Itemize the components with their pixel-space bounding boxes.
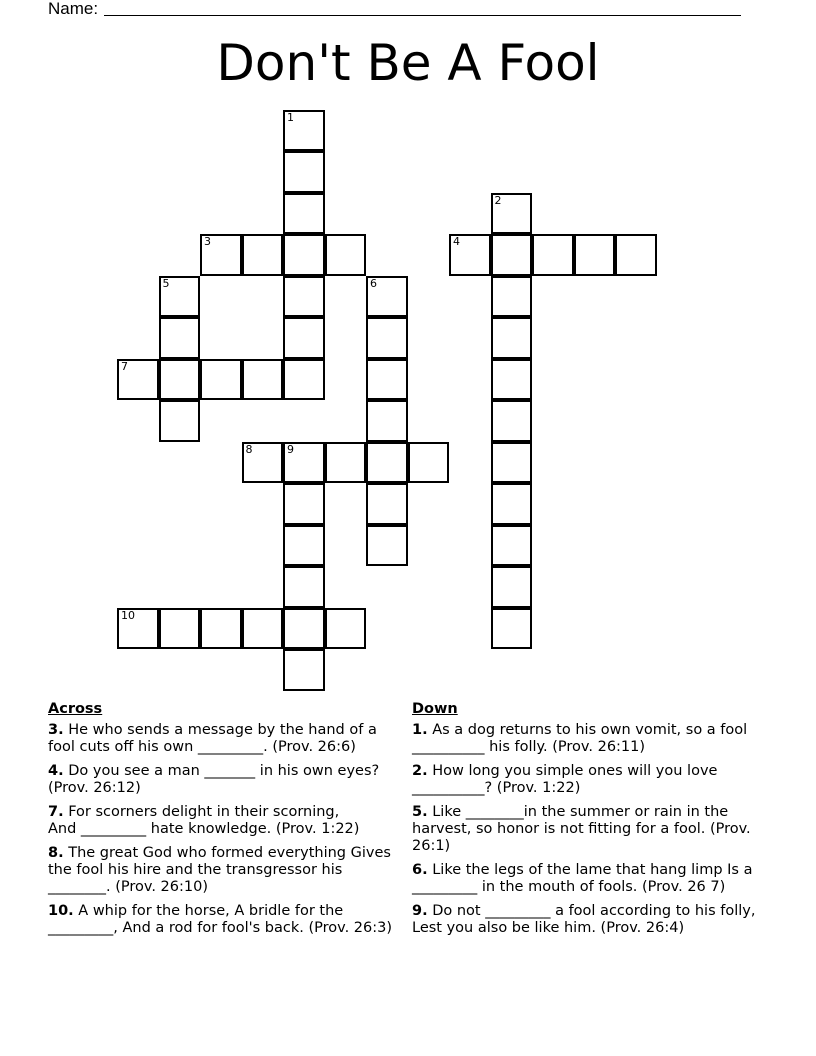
clue-text: Like ________in the summer or rain in the harvest, so honor is not fitting for a fool. (Prov. 26:1): [412, 804, 751, 854]
clue-number: 10.: [48, 903, 74, 919]
page-title: Don't Be A Fool: [216, 34, 600, 92]
grid-cell[interactable]: [283, 608, 325, 650]
across-clue-list: [48, 722, 398, 937]
grid-cell[interactable]: [200, 359, 242, 401]
grid-cell[interactable]: [159, 400, 201, 442]
clue-number: 1.: [412, 722, 428, 738]
grid-cell[interactable]: [283, 110, 325, 152]
grid-cell[interactable]: [283, 649, 325, 691]
grid-cell[interactable]: [283, 276, 325, 318]
across-heading: Across: [48, 701, 103, 717]
down-clue: [412, 763, 762, 797]
clue-number: 3: [204, 235, 211, 248]
grid-cell[interactable]: [325, 234, 367, 276]
clue-number: 7: [121, 359, 128, 373]
grid-cell[interactable]: [159, 276, 201, 318]
clue-number: 9: [287, 442, 294, 456]
grid-cell[interactable]: [283, 525, 325, 567]
clue-text: Do not _________ a fool according to his folly, Lest you also be like him. (Prov. 26:4): [412, 903, 756, 936]
across-clue: [48, 722, 398, 756]
grid-cell[interactable]: [283, 151, 325, 193]
clue-text: For scorners delight in their scorning, And _________ hate knowledge. (Prov. 1:22): [48, 804, 360, 837]
grid-cell[interactable]: [200, 608, 242, 650]
grid-cell[interactable]: [366, 483, 408, 525]
clue-number: 3.: [48, 722, 64, 738]
grid-cell[interactable]: [117, 608, 159, 650]
grid-cell[interactable]: [283, 566, 325, 608]
grid-cell[interactable]: [117, 359, 159, 401]
clue-number: 2.: [412, 763, 428, 779]
grid-cell[interactable]: [325, 608, 367, 650]
grid-cell[interactable]: [283, 483, 325, 525]
grid-cell[interactable]: [283, 442, 325, 484]
across-clue: [48, 845, 398, 896]
down-clue: [412, 804, 762, 855]
down-clue-list: [412, 722, 762, 937]
clue-number: 2: [494, 193, 502, 207]
grid-cell[interactable]: [532, 234, 574, 276]
grid-cell[interactable]: [242, 442, 284, 484]
grid-cell[interactable]: [242, 234, 284, 276]
grid-cell[interactable]: [574, 234, 616, 276]
grid-cell[interactable]: [159, 359, 201, 401]
grid-cell[interactable]: [366, 276, 408, 318]
grid-cell[interactable]: [283, 317, 325, 359]
name-label: Name:: [48, 0, 99, 18]
grid-cell[interactable]: [491, 483, 533, 525]
clue-number: 6: [370, 276, 377, 290]
grid-cell[interactable]: [491, 566, 533, 608]
grid-cell[interactable]: [242, 359, 284, 401]
grid-cell[interactable]: [325, 442, 367, 484]
grid-cell[interactable]: [159, 608, 201, 650]
grid-cell[interactable]: [491, 193, 533, 235]
down-heading: Down: [412, 701, 458, 717]
grid-cell[interactable]: [283, 193, 325, 235]
grid-cell[interactable]: [366, 317, 408, 359]
grid-cell[interactable]: [283, 359, 325, 401]
across-clue: [48, 804, 398, 838]
grid-cell[interactable]: [491, 442, 533, 484]
grid-cell[interactable]: [159, 317, 201, 359]
clue-text: Like the legs of the lame that hang limp Is a _________ in the mouth of fools. (Prov. 26 7): [412, 862, 753, 895]
across-clue: [48, 903, 398, 937]
grid-cell[interactable]: [491, 359, 533, 401]
clue-text: He who sends a message by the hand of a fool cuts off his own _________. (Prov. 26:6): [48, 722, 377, 755]
grid-cell[interactable]: [242, 608, 284, 650]
grid-cell[interactable]: [491, 317, 533, 359]
clue-text: A whip for the horse, A bridle for the _________, And a rod for fool's back. (Prov. 26:3): [48, 903, 393, 936]
clue-number: 1: [287, 110, 294, 124]
clue-text: As a dog returns to his own vomit, so a fool __________ his folly. (Prov. 26:11): [412, 722, 748, 755]
clue-text: Do you see a man _______ in his own eyes? (Prov. 26:12): [48, 763, 380, 796]
across-clue: [48, 763, 398, 797]
clue-number: 8.: [48, 845, 64, 861]
down-clues: [412, 701, 762, 944]
clue-number: 9.: [412, 903, 428, 919]
grid-cell[interactable]: [366, 400, 408, 442]
clue-number: 6.: [412, 862, 428, 878]
clue-number: 7.: [48, 804, 64, 820]
clue-number: 4.: [48, 763, 64, 779]
grid-cell[interactable]: [283, 234, 325, 276]
clue-number: 5.: [412, 804, 428, 820]
clue-number: 10: [121, 608, 135, 622]
clue-text: The great God who formed everything Gives the fool his hire and the transgressor his ________. (Prov. 26:10): [48, 845, 391, 895]
grid-cell[interactable]: [491, 608, 533, 650]
clue-number: 5: [162, 276, 170, 290]
grid-cell[interactable]: [491, 276, 533, 318]
across-clues: [48, 701, 398, 944]
clue-text: How long you simple ones will you love __________? (Prov. 1:22): [412, 763, 718, 796]
grid-cell[interactable]: [491, 234, 533, 276]
down-clue: [412, 862, 762, 896]
clue-number: 4: [453, 235, 460, 248]
grid-cell[interactable]: [615, 234, 657, 276]
grid-cell[interactable]: [491, 400, 533, 442]
down-clue: [412, 722, 762, 756]
grid-cell[interactable]: [366, 359, 408, 401]
grid-cell[interactable]: [491, 525, 533, 567]
grid-cell[interactable]: [449, 234, 491, 276]
grid-cell[interactable]: [366, 525, 408, 567]
down-clue: [412, 903, 762, 937]
grid-cell[interactable]: [366, 442, 408, 484]
grid-cell[interactable]: [408, 442, 450, 484]
clue-number: 8: [245, 442, 253, 456]
grid-cell[interactable]: [200, 234, 242, 276]
